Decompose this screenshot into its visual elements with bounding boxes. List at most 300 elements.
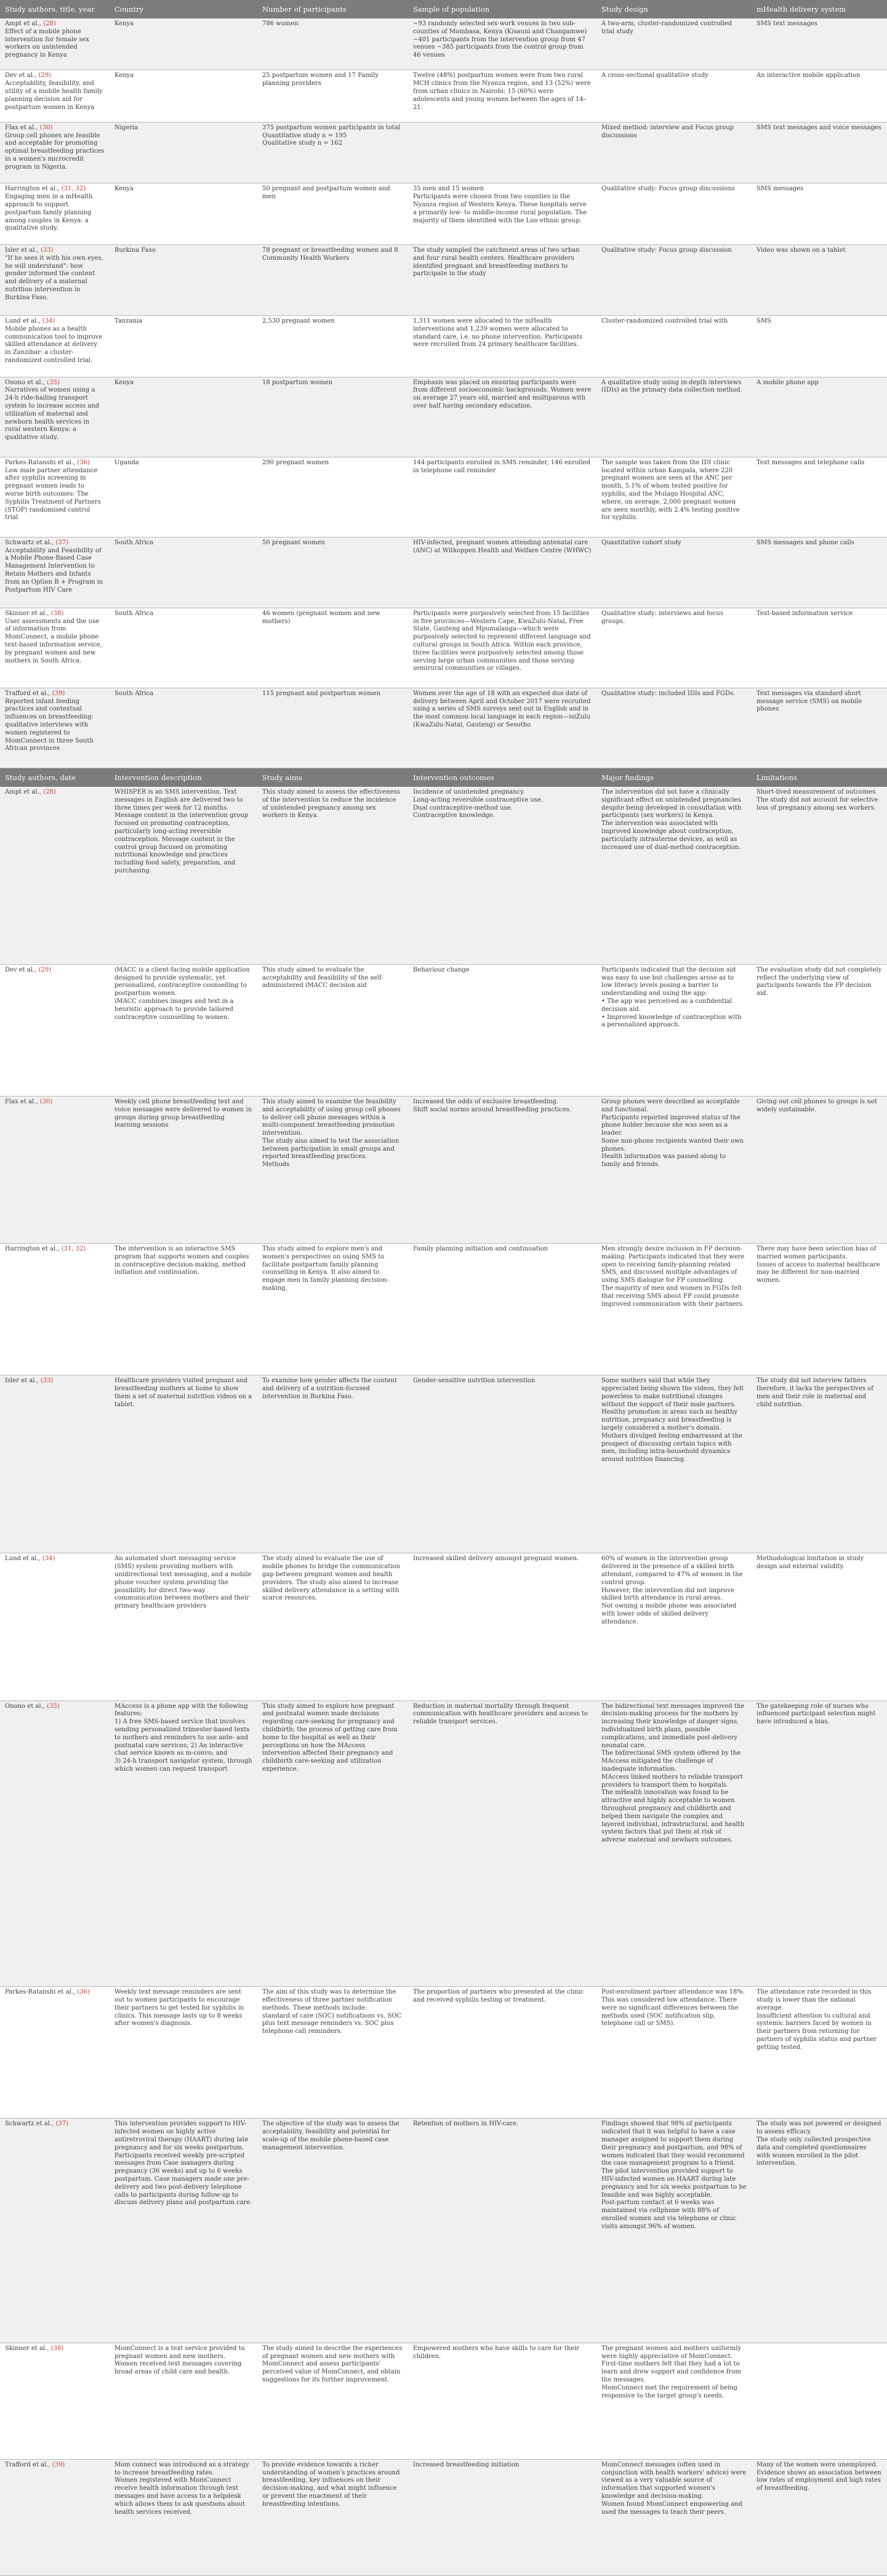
table-row	[0, 2459, 887, 2575]
description-line: iMACC combines images and text in a heuristic approach to provide tailored contraceptive counselling to women.	[114, 997, 234, 1021]
sample-line: HIV-infected, pregnant women attending antenatal care (ANC) at Witkoppen Health and Welfare Centre (WHWC)	[413, 539, 592, 554]
aims-cell	[257, 1553, 408, 1701]
country-cell	[110, 537, 257, 608]
table-row	[0, 1375, 887, 1553]
description-line: Weekly text message reminders are sent out to women participants to encourage their partners to get tested for syphilis in clinics. This message lasts up to 8 weeks after women's diagnosis.	[114, 1989, 244, 2027]
findings-cell	[596, 2119, 752, 2343]
column-header: Country	[110, 0, 257, 18]
description-cell	[110, 1244, 257, 1375]
limitations-line: The study did not interview fathers therefore, it lacks the perspectives of men and their role in maternal and child nutrition.	[757, 1377, 873, 1408]
findings-line: Post-partum contact at 6 weeks was maintained via cellphone with 88% of enrolled women and via telephone or clinic visits amongst 96% of women.	[601, 2199, 737, 2230]
sample-line: 1,311 women were allocated to the mHealth interventions and 1,239 women were allocated to standard care, i.e. no phone intervention. Participants were recruited from 24 primary healthcare facilities.	[413, 317, 582, 348]
author-cell	[0, 1375, 110, 1553]
reference-citation: (36)	[77, 459, 90, 466]
sample-cell	[408, 18, 596, 70]
findings-line: The pregnant women and mothers uniformly were highly appreciative of MomConnect.	[601, 2345, 742, 2360]
limitations-cell	[752, 2459, 887, 2575]
findings-line: Some mothers said that while they appreciated being shown the videos, they felt powerless to make nutritional changes without the support of their male partners.	[601, 1377, 744, 1408]
author-cell	[0, 787, 110, 964]
author-name: Flax et al.,	[5, 1098, 40, 1105]
design-line: A two-arm, cluster-randomized controlled trial study	[601, 20, 732, 35]
description-line: Women registered with MomConnect receive health information through text messages and have access to a helpdesk which allows them to ask questions about health services received.	[114, 2477, 245, 2516]
findings-cell	[596, 1701, 752, 1987]
reference-citation: (36)	[77, 1989, 90, 1996]
study-title: Mobile phones as a health communication tool to improve skilled attendance at delivery in Zanzibar: a cluster-randomized controlled trial.	[5, 325, 103, 364]
design-cell	[596, 18, 752, 70]
sample-line: Participants were chosen from two counties in the Nyanza region of Western Kenya. These hospitals serve a primarily low- to middle-income rural population. The majority of them identified with the Luo ethnic group.	[413, 193, 587, 224]
aims-cell	[257, 2459, 408, 2575]
description-line: An automated short messaging service (SMS) system providing mothers with unidirectional text messaging, and a mobile phone voucher system providing the possibility for direct two-way communication between mothers and their primary healthcare providers	[114, 1555, 252, 1610]
delivery-cell	[752, 315, 887, 377]
delivery-line: SMS messages	[757, 185, 804, 193]
outcomes-cell	[408, 2119, 596, 2343]
design-line: Mixed method: interview and Focus group discussions	[601, 124, 734, 139]
delivery-cell	[752, 18, 887, 70]
table-row	[0, 688, 887, 768]
aims-line: The study aimed to evaluate the use of mobile phones to bridge the communication gap between pregnant women and health providers. The study also aimed to increase skilled delivery attendance in a setting with scarce resources.	[262, 1555, 400, 1602]
outcomes-line: Contraceptive knowledge.	[413, 812, 495, 819]
author-cell	[0, 688, 110, 768]
sample-cell	[408, 183, 596, 245]
limitations-cell	[752, 1375, 887, 1553]
author-name: Schwartz et al.,	[5, 2120, 56, 2128]
country-cell	[110, 70, 257, 122]
table-row	[0, 183, 887, 245]
findings-line: The bidirectional text messages improved the decision-making process for the mothers by increasing their knowledge of danger signs, individualized birth plans, possible complications, and immediate post-delivery neonatal care.	[601, 1702, 745, 1749]
participants-cell	[257, 70, 408, 122]
participants-cell	[257, 688, 408, 768]
findings-line: MomConnect messages (often used in conjunction with health workers' advice) were viewed as a very valuable source of information that supported women's knowledge and decision-making.	[601, 2461, 747, 2500]
participants-line: 786 women	[262, 20, 299, 27]
participants-line: 46 women (pregnant women and new mothers)	[262, 610, 380, 625]
description-line: Women received text messages covering broad areas of child care and health.	[114, 2361, 242, 2376]
design-line: Cluster-randomized controlled trial with	[601, 317, 728, 324]
author-cell	[0, 2343, 110, 2459]
participants-cell	[257, 457, 408, 537]
outcomes-line: Gender-sensitive nutrition intervention	[413, 1377, 536, 1385]
outcomes-line: Shift social norms around breastfeeding practices.	[413, 1106, 572, 1113]
reference-citation: (39)	[52, 690, 65, 697]
description-line: iMACC is a client-facing mobile application designed to provide systematic, yet personalized, contraceptive counselling to postpartum women.	[114, 966, 250, 997]
study-title: Reported infant feeding practices and contextual influences on breastfeeding: qualitative interviews with women registered to MomConnect in three South African provinces	[5, 698, 94, 752]
description-line: The intervention is an interactive SMS program that supports women and couples in contraceptive decision-making, method initiation and continuation.	[114, 1246, 249, 1276]
country-cell	[110, 377, 257, 457]
country-cell	[110, 688, 257, 768]
country-line: Kenya	[114, 72, 134, 79]
reference-citation: (34)	[42, 317, 55, 324]
findings-line: Post-enrollment partner attendance was 18%. This was considered low attendance. There were no significant differences between the methods used (SOC notification slip, telephone call or SMS).	[601, 1989, 745, 2027]
findings-line: The bidirectional SMS system offered by the MAccess mitigated the challenge of inadequate information.	[601, 1750, 741, 1773]
findings-cell	[596, 1987, 752, 2119]
participants-line: 78 pregnant or breastfeeding women and 8 Community Health Workers	[262, 247, 398, 262]
reference-citation: (31, 32)	[61, 185, 86, 193]
column-header: Major findings	[596, 768, 752, 787]
reference-citation: (30)	[39, 1098, 53, 1105]
reference-citation: (38)	[50, 610, 64, 617]
sample-line: Emphasis was placed on ensuring participants were from different socioeconomic backgrounds. Women were on average 27 years old, married and multiparous with over half having secondary education.	[413, 379, 592, 410]
limitations-line: The study only collected prospective data and completed questionnaires with women enrolled in the pilot intervention.	[757, 2136, 871, 2167]
description-cell	[110, 1553, 257, 1701]
study-title: "If he sees it with his own eyes, he will understand": how gender informed the content and delivery of a maternal nutrition intervention in Burkina Faso.	[5, 254, 103, 301]
author-name: Trafford et al.,	[5, 2461, 52, 2468]
sample-cell	[408, 457, 596, 537]
limitations-line: The study was not powered or designed to assess efficacy.	[757, 2120, 881, 2136]
limitations-cell	[752, 1244, 887, 1375]
reference-citation: (34)	[42, 1555, 55, 1563]
author-cell	[0, 18, 110, 70]
author-cell	[0, 2119, 110, 2343]
country-line: Tanzania	[114, 317, 143, 324]
delivery-line: SMS messages and phone calls	[757, 539, 854, 546]
outcomes-cell	[408, 964, 596, 1096]
table-row	[0, 1701, 887, 1987]
description-line: Mom connect was introduced as a strategy to increase breastfeeding rates.	[114, 2461, 249, 2476]
sample-cell	[408, 122, 596, 183]
study-title: Acceptability and Feasibility of a Mobile Phone-Based Case Management Intervention to Retain Mothers and Infants from an Option B + Program in Postpartum HIV Care	[5, 547, 103, 594]
description-cell	[110, 1701, 257, 1987]
author-name: Lund et al.,	[5, 1555, 42, 1563]
outcomes-cell	[408, 1553, 596, 1701]
aims-cell	[257, 787, 408, 964]
findings-cell	[596, 787, 752, 964]
design-cell	[596, 245, 752, 316]
limitations-cell	[752, 2343, 887, 2459]
table-row	[0, 608, 887, 688]
author-name: Isler et al.,	[5, 247, 41, 254]
reference-citation: (33)	[40, 1377, 54, 1385]
design-line: A cross-sectional qualitative study	[601, 72, 708, 79]
findings-line: The pilot intervention provided support to HIV-infected women on HAART during late pregnancy and for six weeks postpartum to be feasible and was highly acceptable.	[601, 2168, 747, 2199]
author-cell	[0, 1244, 110, 1375]
design-cell	[596, 377, 752, 457]
delivery-cell	[752, 70, 887, 122]
design-line: Quantitative cohort study	[601, 539, 681, 546]
aims-line: Methods	[262, 1161, 290, 1169]
description-cell	[110, 1987, 257, 2119]
limitations-cell	[752, 2119, 887, 2343]
delivery-line: An interactive mobile application	[757, 72, 861, 79]
outcomes-line: Increased skilled delivery amongst pregnant women.	[413, 1555, 579, 1563]
participants-cell	[257, 608, 408, 688]
author-name: Isler et al.,	[5, 1377, 41, 1385]
author-cell	[0, 183, 110, 245]
outcomes-line: Retention of mothers in HIV-care.	[413, 2120, 519, 2128]
description-cell	[110, 787, 257, 964]
aims-line: This study aimed to explore how pregnant and postnatal women made decisions regarding care-seeking for pregnancy and childbirth; the process of getting care from home to the hospital as well as their perceptions on how the MAccess intervention affected their pregnancy and childbirth care-seeking and utilization experience.	[262, 1702, 398, 1773]
description-cell	[110, 1375, 257, 1553]
reference-citation: (35)	[47, 379, 60, 386]
outcomes-line: Dual contraceptive-method use.	[413, 804, 513, 811]
design-cell	[596, 537, 752, 608]
study-title: Group cell phones are feasible and acceptable for promoting optimal breastfeeding practices in a women's microcredit program in Nigeria.	[5, 132, 105, 171]
findings-line: Mothers divulged feeling embarrassed at the prospect of discussing certain topics with men, including intra-household dynamics around nutrition financing.	[601, 1432, 743, 1463]
author-name: Parkes-Ratanshi et al.,	[5, 1989, 78, 1996]
author-name: Onono et al.,	[5, 1702, 47, 1710]
country-cell	[110, 315, 257, 377]
author-cell	[0, 964, 110, 1096]
findings-line: 60% of women in the intervention group delivered in the presence of a skilled birth attendant, compared to 47% of women in the control group.	[601, 1555, 743, 1586]
country-line: Burkina Faso	[114, 247, 156, 254]
sample-line: The study sampled the catchment areas of two urban and four rural health centers. Healthcare providers identified pregnant and breastfeeding mothers to participate in the study	[413, 247, 580, 278]
reference-citation: (28)	[43, 789, 56, 795]
reference-citation: (35)	[47, 1702, 60, 1710]
participants-line: 115 pregnant and postpartum women	[262, 690, 381, 697]
findings-line: Not owning a mobile phone was associated with lower odds of skilled delivery attendance.	[601, 1603, 737, 1625]
country-cell	[110, 183, 257, 245]
author-name: Trafford et al.,	[5, 690, 52, 697]
design-line: A qualitative study using in-depth interviews (IDIs) as the primary data collection method.	[601, 379, 742, 394]
description-line: WHISPER is an SMS intervention. Text messages in English are delivered two to three times per week for 12 months. Message content in the intervention group focused on promoting contraception, particularly long-acting reversible contraception. Message content in the control group focused on promoting nutritional knowledge and practices including food safety, preparation, and purchasing.	[114, 789, 249, 874]
findings-line: Women found MomConnect empowering and used the messages to teach their peers.	[601, 2500, 742, 2516]
outcomes-cell	[408, 1375, 596, 1553]
outcomes-line: Reduction in maternal mortality through frequent communication with healthcare providers and access to reliable transport services.	[413, 1702, 588, 1726]
findings-cell	[596, 1553, 752, 1701]
limitations-cell	[752, 1701, 887, 1987]
author-cell	[0, 1553, 110, 1701]
findings-line: The majority of men and women in FGDs felt that receiving SMS about FP could promote improved communication with their partners.	[601, 1285, 744, 1308]
column-header: Study authors, title, year	[0, 0, 110, 18]
table-row	[0, 315, 887, 377]
design-cell	[596, 608, 752, 688]
description-cell	[110, 1096, 257, 1243]
reference-citation: (29)	[38, 72, 52, 79]
delivery-line: A mobile phone app	[757, 379, 819, 386]
participants-line: 290 pregnant women	[262, 459, 329, 466]
limitations-line: Many of the women were unemployed. Evidence shows an association between low rates of employment and high rates of breastfeeding.	[757, 2461, 881, 2492]
author-cell	[0, 1096, 110, 1243]
table-row	[0, 787, 887, 964]
findings-line: Men strongly desire inclusion in FP decision-making. Participants indicated that they were open to receiving family-planning related SMS, and discussed multiple advantages of using SMS dialogue for FP counselling.	[601, 1246, 745, 1284]
findings-cell	[596, 964, 752, 1096]
findings-cell	[596, 1096, 752, 1243]
country-cell	[110, 18, 257, 70]
table-row	[0, 377, 887, 457]
author-cell	[0, 2459, 110, 2575]
participants-line: 18 postpartum women	[262, 379, 333, 386]
sample-cell	[408, 315, 596, 377]
author-cell	[0, 245, 110, 316]
limitations-line: The gatekeeping role of nurses who influenced participant selection might have introduced a bias.	[757, 1702, 876, 1726]
limitations-cell	[752, 1553, 887, 1701]
description-line: 3) 24-h transport navigator system, through which women can request transport	[114, 1758, 252, 1773]
design-cell	[596, 70, 752, 122]
description-line: Healthcare providers visited pregnant and breastfeeding mothers at home to show them a set of maternal nutrition videos on a tablet.	[114, 1377, 252, 1408]
findings-line: Findings showed that 98% of participants indicated that it was helpful to have a case manager assigned to support them during their pregnancy and postpartum, and 98% of women indicated that they would recommend the case management program to a friend.	[601, 2120, 745, 2167]
findings-line: MomConnect met the requirement of being responsive to the target group's needs.	[601, 2384, 737, 2399]
design-cell	[596, 457, 752, 537]
aims-cell	[257, 2119, 408, 2343]
author-name: Skinner et al.,	[5, 610, 51, 617]
study-title: User assessments and the use of information from MomConnect, a mobile phone text-based information service, by pregnant women and new mothers in South Africa.	[5, 618, 102, 664]
outcomes-cell	[408, 1987, 596, 2119]
table-header-row	[0, 0, 887, 18]
limitations-line: Short-lived measurement of outcomes	[757, 789, 876, 795]
limitations-line: There may have been selection bias of married women participants.	[757, 1246, 877, 1260]
findings-line: • The app was perceived as a confidential decision aid.	[601, 997, 732, 1013]
aims-cell	[257, 1375, 408, 1553]
outcomes-line: Increased breastfeeding initiation	[413, 2461, 520, 2468]
aims-cell	[257, 1096, 408, 1243]
participants-cell	[257, 183, 408, 245]
description-cell	[110, 2119, 257, 2343]
outcomes-line: Family planning initiation and continuation	[413, 1246, 548, 1253]
limitations-line: Insufficient attention to cultural and systemic barriers faced by women in their partners from returning for partners of syphilis status and partner getting tested.	[757, 2012, 877, 2051]
reference-citation: (30)	[39, 124, 53, 131]
findings-line: Some non-phone recipients wanted their own phones.	[601, 1137, 744, 1153]
design-line: Qualitative study: included IDIs and FGDs.	[601, 690, 736, 697]
outcomes-cell	[408, 2343, 596, 2459]
delivery-line: Text messages and telephone calls	[757, 459, 865, 466]
country-cell	[110, 608, 257, 688]
table-row	[0, 2343, 887, 2459]
sample-line: 144 participants enrolled in SMS reminder, 146 enrolled in telephone call reminder	[413, 459, 590, 474]
column-header: Intervention description	[110, 768, 257, 787]
sample-line: ~93 randomly selected sex-work venues in two sub-counties of Mombasa, Kenya (Kisauni and Changamwe) ~401 participants from the intervention group from 47 venues ~385 participants from the control group from 46 venues	[413, 20, 587, 59]
sample-cell	[408, 70, 596, 122]
reference-citation: (33)	[40, 247, 54, 254]
limitations-line: The evaluation study did not completely reflect the underlying view of participants towards the FP decision aid.	[757, 966, 882, 997]
column-header: Study design	[596, 0, 752, 18]
participants-line: 50 pregnant and postpartum women and men	[262, 185, 390, 201]
reference-citation: (37)	[55, 539, 69, 546]
sample-cell	[408, 245, 596, 316]
outcomes-line: The proportion of partners who presented at the clinic and received syphilis testing or treatment.	[413, 1989, 584, 2004]
delivery-line: SMS	[757, 317, 771, 324]
limitations-cell	[752, 1096, 887, 1243]
aims-line: This study aimed to examine the feasibility and acceptability of using group cell phones to deliver cell phone messages within a multi-component breastfeeding promotion intervention.	[262, 1098, 401, 1137]
study-title: Low male partner attendance after syphilis screening in pregnant women leads to worse birth outcomes: The Syphilis Treatment of Partners (STOP) randomised control trial	[5, 467, 101, 521]
delivery-cell	[752, 245, 887, 316]
sample-cell	[408, 377, 596, 457]
country-line: South Africa	[114, 539, 154, 546]
table-row	[0, 1096, 887, 1243]
delivery-cell	[752, 688, 887, 768]
design-line: Qualitative study: interviews and focus groups.	[601, 610, 723, 625]
aims-line: To provide evidence towards a richer understanding of women's practices around breastfeeding, key influences on their decision-making, and what might influence or prevent the enactment of their breastfeeding intentions.	[262, 2461, 400, 2508]
column-header: mHealth delivery system	[752, 0, 887, 18]
outcomes-cell	[408, 2459, 596, 2575]
column-header: Number of participants	[257, 0, 408, 18]
author-name: Flax et al.,	[5, 124, 40, 131]
aims-line: The aim of this study was to determine the effectiveness of three partner notification methods. These methods include:	[262, 1989, 396, 2011]
description-cell	[110, 2343, 257, 2459]
author-cell	[0, 608, 110, 688]
aims-cell	[257, 1701, 408, 1987]
sample-line: Participants were purposively selected from 15 facilities in five provinces—Western Cape, KwaZulu-Natal, Free State, Gauteng and Mpumalanga—which were purposively selected to represent different language and cultural groups in South Africa. Within each province, three facilities were purposively selected among those serving large urban communities and those serving semirural communities or villages.	[413, 610, 591, 672]
delivery-cell	[752, 608, 887, 688]
reference-citation: (28)	[43, 20, 56, 27]
aims-line: The study aimed to describe the experiences of pregnant women and new mothers with MomConnect and assess participants' perceived value of MomConnect, and obtain suggestions for its further improvement.	[262, 2345, 403, 2383]
column-header: Sample of population	[408, 0, 596, 18]
findings-line: First-time mothers felt that they had a lot to learn and drew support and confidence from the messages.	[601, 2361, 741, 2383]
sample-cell	[408, 688, 596, 768]
participants-cell	[257, 315, 408, 377]
country-line: Kenya	[114, 379, 134, 386]
findings-cell	[596, 1244, 752, 1375]
author-name: Parkes-Ratanshi et al.,	[5, 459, 78, 466]
author-cell	[0, 1987, 110, 2119]
participants-cell	[257, 245, 408, 316]
description-cell	[110, 964, 257, 1096]
delivery-cell	[752, 537, 887, 608]
author-name: Lund et al.,	[5, 317, 42, 324]
reference-citation: (31, 32)	[61, 1246, 86, 1253]
delivery-line: Video was shown on a tablet	[757, 247, 846, 254]
country-line: Kenya	[114, 185, 134, 193]
author-name: Harrington et al.,	[5, 185, 62, 193]
outcomes-line: Long-acting reversible contraceptive use.	[413, 796, 544, 803]
outcomes-line: Behaviour change	[413, 966, 470, 973]
table-row	[0, 1553, 887, 1701]
country-line: Uganda	[114, 459, 139, 466]
study-characteristics-table	[0, 0, 887, 768]
findings-line: Participants indicated that the decision aid was easy to use but challenges arose as to low literacy levels posing a barrier to understanding and using the app:	[601, 966, 736, 997]
limitations-cell	[752, 1987, 887, 2119]
delivery-line: Text messages via standard short message service (SMS) on mobile phones	[757, 690, 862, 713]
participants-cell	[257, 122, 408, 183]
design-cell	[596, 122, 752, 183]
description-line: 1) A free SMS-based service that involves sending personalized trimester-based texts to mothers and reminders to use ante- and postnatal care services; 2) An interactive chat service known as m-convo; and	[114, 1718, 250, 1757]
table-row	[0, 964, 887, 1096]
table-row	[0, 537, 887, 608]
table-row	[0, 18, 887, 70]
outcomes-cell	[408, 1244, 596, 1375]
author-cell	[0, 377, 110, 457]
aims-cell	[257, 1987, 408, 2119]
aims-line: The objective of the study was to assess the acceptability, feasibility and potential for scale-up of the mobile phone-based case management intervention.	[262, 2120, 399, 2151]
participants-line: 25 postpartum women and 17 Family planning providers	[262, 72, 379, 87]
limitations-cell	[752, 964, 887, 1096]
table-header-row	[0, 768, 887, 787]
column-header: Limitations	[752, 768, 887, 787]
country-line: South Africa	[114, 690, 154, 697]
participants-line: 375 postpartum women participants in total	[262, 124, 401, 131]
findings-line: • Improved knowledge of contraception with a personalized approach.	[601, 1013, 742, 1029]
description-cell	[110, 2459, 257, 2575]
sample-line: 35 men and 15 women	[413, 185, 484, 193]
column-header: Study authors, date	[0, 768, 110, 787]
delivery-line: Text-based information service	[757, 610, 853, 617]
study-title: Engaging men in a mHealth approach to support postpartum family planning among couples in Kenya: a qualitative study.	[5, 193, 93, 232]
study-title: Narratives of women using a 24-h ride-hailing transport system to increase access and utilization of maternal and newborn health services in rural western Kenya: a qualitative study.	[5, 387, 100, 441]
description-line: MAccess is a phone app with the following features:	[114, 1702, 248, 1718]
outcomes-cell	[408, 1096, 596, 1243]
findings-line: The intervention did not have a clinically significant effect on unintended pregnancies despite being developed in consultation with participants (sex workers) in Kenya.	[601, 789, 742, 819]
author-name: Skinner et al.,	[5, 2345, 51, 2352]
participants-cell	[257, 18, 408, 70]
author-cell	[0, 315, 110, 377]
country-line: Nigeria	[114, 124, 138, 131]
author-cell	[0, 1701, 110, 1987]
country-line: South Africa	[114, 610, 154, 617]
participants-line: 50 pregnant women	[262, 539, 325, 546]
findings-line: Healthy promotion in areas such as healthy nutrition, pregnancy and breastfeeding is largely considered a mother's domain.	[601, 1409, 738, 1431]
table-row	[0, 1987, 887, 2119]
limitations-line: The study did not account for selective loss of pregnancy among sex workers.	[757, 796, 878, 811]
delivery-line: SMS text messages	[757, 20, 817, 27]
participants-line: Quantitative study n = 195	[262, 132, 347, 139]
author-cell	[0, 457, 110, 537]
aims-line: This study aimed to evaluate the acceptability and feasibility of the self-administered iMACC decision aid	[262, 966, 383, 989]
author-name: Harrington et al.,	[5, 1246, 62, 1253]
aims-cell	[257, 964, 408, 1096]
outcomes-line: Empowered mothers who have skills to care for their children.	[413, 2345, 580, 2360]
sample-cell	[408, 608, 596, 688]
design-cell	[596, 688, 752, 768]
findings-line: MAccess linked mothers to reliable transport providers to transport them to hospitals.	[601, 1773, 743, 1789]
outcomes-line: Incidence of unintended pregnancy.	[413, 789, 525, 795]
column-header: Intervention outcomes	[408, 768, 596, 787]
